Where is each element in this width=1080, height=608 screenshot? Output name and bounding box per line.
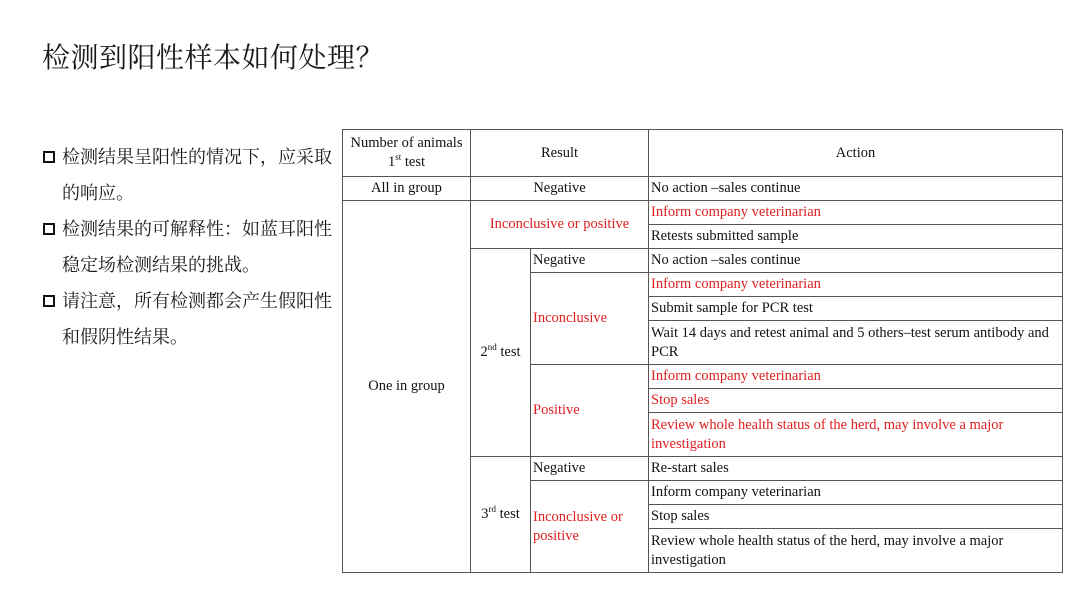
bullet-text: 检测结果呈阳性的情况下，应采取的响应。 <box>62 147 332 204</box>
second-test-positive-result: Positive <box>531 365 649 457</box>
second-test-inconclusive-action: Wait 14 days and retest animal and 5 others–test serum antibody and PCR <box>649 321 1063 365</box>
checkbox-bullet-icon <box>43 223 55 235</box>
header-action: Action <box>649 130 1063 177</box>
bullet-item <box>42 140 342 212</box>
all-in-group-result: Negative <box>471 177 649 201</box>
second-test-inconclusive-result: Inconclusive <box>531 273 649 365</box>
first-test-action: Retests submitted sample <box>649 225 1063 249</box>
bullet-item <box>42 212 342 284</box>
header-animals: Number of animals 1st test <box>343 130 471 177</box>
third-test-action: Stop sales <box>649 505 1063 529</box>
one-in-group-label: One in group <box>343 201 471 573</box>
table-row <box>343 177 1063 201</box>
third-test-action: Inform company veterinarian <box>649 481 1063 505</box>
second-test-negative-action: No action –sales continue <box>649 249 1063 273</box>
third-test-label: 3rd test <box>471 457 531 573</box>
third-test-negative-action: Re-start sales <box>649 457 1063 481</box>
header-result: Result <box>471 130 649 177</box>
second-test-positive-action: Inform company veterinarian <box>649 365 1063 389</box>
table-row <box>343 201 1063 225</box>
bullet-item <box>42 284 342 356</box>
page-title: 检测到阳性样本如何处理？ <box>42 41 385 74</box>
third-test-negative-result: Negative <box>531 457 649 481</box>
first-test-result: Inconclusive or positive <box>471 201 649 249</box>
second-test-negative-result: Negative <box>531 249 649 273</box>
bullet-text: 检测结果的可解释性：如蓝耳阳性稳定场检测结果的挑战。 <box>62 219 332 276</box>
second-test-positive-action: Review whole health status of the herd, may involve a major investigation <box>649 413 1063 457</box>
second-test-inconclusive-action: Inform company veterinarian <box>649 273 1063 297</box>
response-table <box>342 129 1063 573</box>
bullet-list <box>42 140 342 356</box>
table-header-row <box>343 130 1063 177</box>
third-test-action: Review whole health status of the herd, may involve a major investigation <box>649 529 1063 573</box>
all-in-group-label: All in group <box>343 177 471 201</box>
checkbox-bullet-icon <box>43 151 55 163</box>
third-test-inconclusive-positive-result: Inconclusive or positive <box>531 481 649 573</box>
all-in-group-action: No action –sales continue <box>649 177 1063 201</box>
checkbox-bullet-icon <box>43 295 55 307</box>
second-test-positive-action: Stop sales <box>649 389 1063 413</box>
bullet-text: 请注意，所有检测都会产生假阳性和假阴性结果。 <box>62 291 332 348</box>
first-test-action: Inform company veterinarian <box>649 201 1063 225</box>
second-test-label: 2nd test <box>471 249 531 457</box>
second-test-inconclusive-action: Submit sample for PCR test <box>649 297 1063 321</box>
